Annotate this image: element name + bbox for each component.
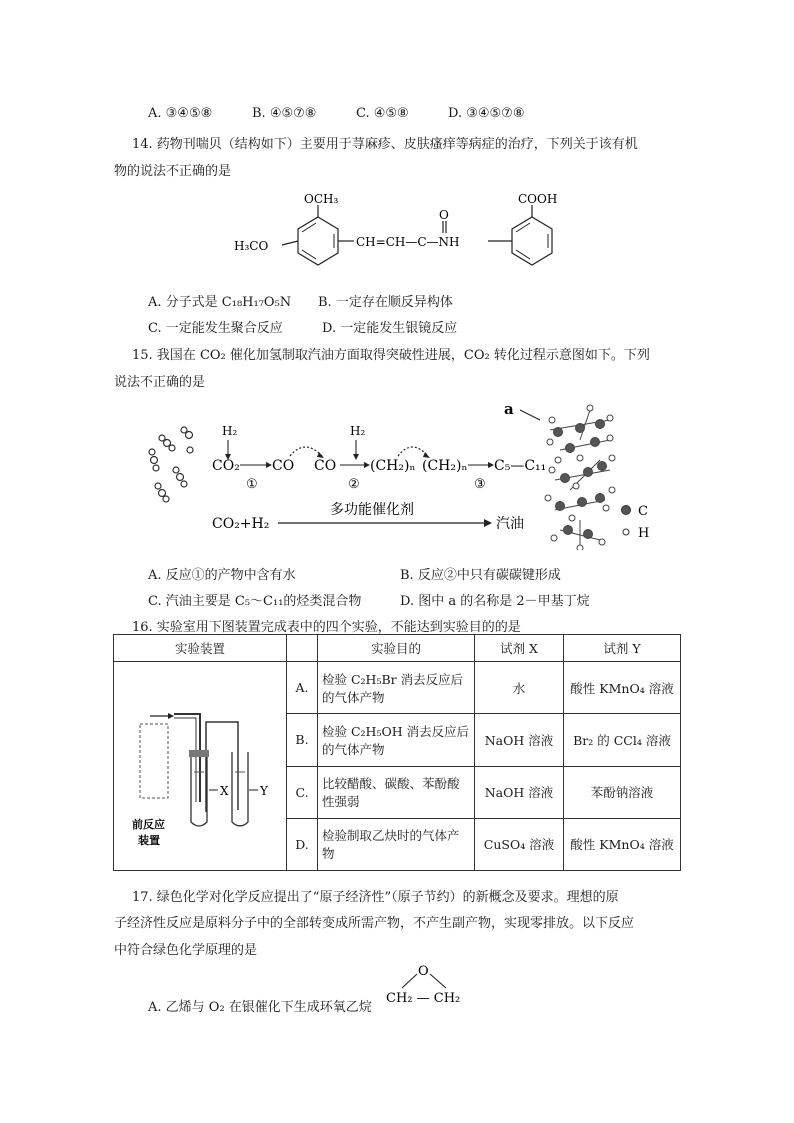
row-b-purpose: 检验 C₂H₅OH 消去反应后的气体产物 — [318, 714, 475, 766]
chain-label: CH=CH—C—NH — [356, 235, 460, 249]
ch2-label-1: (CH₂)ₙ — [370, 458, 416, 474]
table-header-row — [114, 635, 681, 662]
q14-option-a: A. 分子式是 C₁₈H₁₇O₅N — [148, 295, 292, 310]
q17-stem-cont-2: 中符合绿色化学原理的是 — [114, 943, 258, 958]
co2-label: CO₂ — [212, 458, 240, 474]
q17-option-a: A. 乙烯与 O₂ 在银催化下生成环氧乙烷 — [148, 1000, 372, 1015]
q13-option-b: B. ④⑤⑦⑧ — [252, 106, 317, 121]
epoxide-o-label: O — [418, 964, 429, 979]
q13-option-d: D. ③④⑤⑦⑧ — [448, 106, 525, 121]
q14-structure — [230, 185, 580, 280]
q14-stem: 14. 药物刊喘贝（结构如下）主要用于荨麻疹、皮肤瘙痒等病症的治疗，下列关于该有机 — [132, 137, 638, 152]
apparatus-diagram — [114, 662, 278, 870]
epoxide-ch2-label: CH₂ — CH₂ — [386, 991, 461, 1006]
row-a-purpose: 检验 C₂H₅Br 消去反应后的气体产物 — [318, 662, 475, 714]
apparatus-label-1: 前反应 — [132, 818, 165, 831]
row-c-key: C. — [287, 766, 318, 818]
q15-option-c: C. 汽油主要是 C₅～C₁₁的烃类混合物 — [148, 594, 362, 609]
och3-top-label: OCH₃ — [304, 192, 339, 206]
step3-label: ③ — [474, 477, 486, 492]
row-d-y: 酸性 KMnO₄ 溶液 — [564, 818, 681, 870]
row-c-purpose: 比较醋酸、碳酸、苯酚酸性强弱 — [318, 766, 475, 818]
reagent-x-marker: X — [220, 784, 229, 798]
legend-c-label: C — [638, 504, 648, 519]
q15-stem-cont: 说法不正确的是 — [114, 375, 206, 390]
q13-option-a: A. ③④⑤⑧ — [148, 106, 213, 121]
cooh-label: COOH — [518, 192, 558, 206]
ch2-label-2: (CH₂)ₙ — [422, 458, 468, 474]
q17-stem-cont-1: 子经济性反应是原料分子中的全部转变成所需产物，不产生副产物，实现零排放。以下反应 — [114, 916, 635, 931]
q15-diagram — [140, 390, 690, 550]
h2-label-2: H₂ — [350, 424, 366, 438]
molecule-a-label: a — [504, 400, 514, 418]
legend-h-label: H — [638, 526, 650, 541]
row-a-y: 酸性 KMnO₄ 溶液 — [564, 662, 681, 714]
hydrocarbon-molecules — [545, 405, 615, 550]
h2-label-1: H₂ — [222, 424, 238, 438]
q14-option-b: B. 一定存在顺反异构体 — [318, 295, 453, 310]
q13-option-c: C. ④⑤⑧ — [356, 106, 409, 121]
q15-option-a: A. 反应①的产物中含有水 — [148, 568, 296, 583]
experiment-table — [113, 634, 681, 871]
row-a-x: 水 — [475, 662, 564, 714]
q15-option-d: D. 图中 a 的名称是 2－甲基丁烷 — [400, 594, 590, 609]
apparatus-cell — [114, 662, 287, 871]
q14-option-c: C. 一定能发生聚合反应 — [148, 321, 283, 336]
row-b-x: NaOH 溶液 — [475, 714, 564, 766]
co-label-1: CO — [272, 458, 295, 474]
row-d-key: D. — [287, 818, 318, 870]
catalyst-label: 多功能催化剂 — [330, 502, 414, 518]
q17-stem: 17. 绿色化学对化学反应提出了“原子经济性”（原子节约）的新概念及要求。理想的原 — [132, 890, 619, 905]
header-key — [287, 635, 318, 662]
row-c-x: NaOH 溶液 — [475, 766, 564, 818]
header-purpose: 实验目的 — [318, 635, 475, 662]
row-b-key: B. — [287, 714, 318, 766]
product-label: C₅—C₁₁ — [494, 458, 547, 474]
row-b-y: Br₂ 的 CCl₄ 溶液 — [564, 714, 681, 766]
table-row — [114, 662, 681, 714]
q15-stem: 15. 我国在 CO₂ 催化加氢制取汽油方面取得突破性进展，CO₂ 转化过程示意图如下。下列 — [132, 348, 650, 363]
row-a-key: A. — [287, 662, 318, 714]
och3-left-label: H₃CO — [234, 239, 269, 253]
reactants-label: CO₂+H₂ — [212, 516, 270, 532]
step1-label: ① — [246, 477, 258, 492]
row-c-y: 苯酚钠溶液 — [564, 766, 681, 818]
q16-stem: 16. 实验室用下图装置完成表中的四个实验，不能达到实验目的的是 — [132, 620, 521, 635]
legend-h-icon — [623, 529, 629, 535]
q14-option-d: D. 一定能发生银镜反应 — [322, 321, 458, 336]
gasoline-label: 汽油 — [496, 516, 524, 532]
ethylene-oxide-structure — [384, 960, 474, 1010]
header-apparatus: 实验装置 — [114, 635, 287, 662]
legend-c-icon — [622, 506, 631, 515]
q15-option-b: B. 反应②中只有碳碳键形成 — [400, 568, 561, 583]
step2-label: ② — [348, 477, 360, 492]
header-reagent-x: 试剂 X — [475, 635, 564, 662]
row-d-purpose: 检验制取乙炔时的气体产物 — [318, 818, 475, 870]
co2-molecules — [149, 427, 193, 502]
row-d-x: CuSO₄ 溶液 — [475, 818, 564, 870]
co-label-2: CO — [314, 458, 337, 474]
q14-stem-cont: 物的说法不正确的是 — [114, 164, 232, 179]
apparatus-label-2: 装置 — [138, 834, 160, 847]
carbonyl-o-label: O — [439, 208, 449, 222]
reagent-y-marker: Y — [260, 784, 268, 798]
header-reagent-y: 试剂 Y — [564, 635, 681, 662]
